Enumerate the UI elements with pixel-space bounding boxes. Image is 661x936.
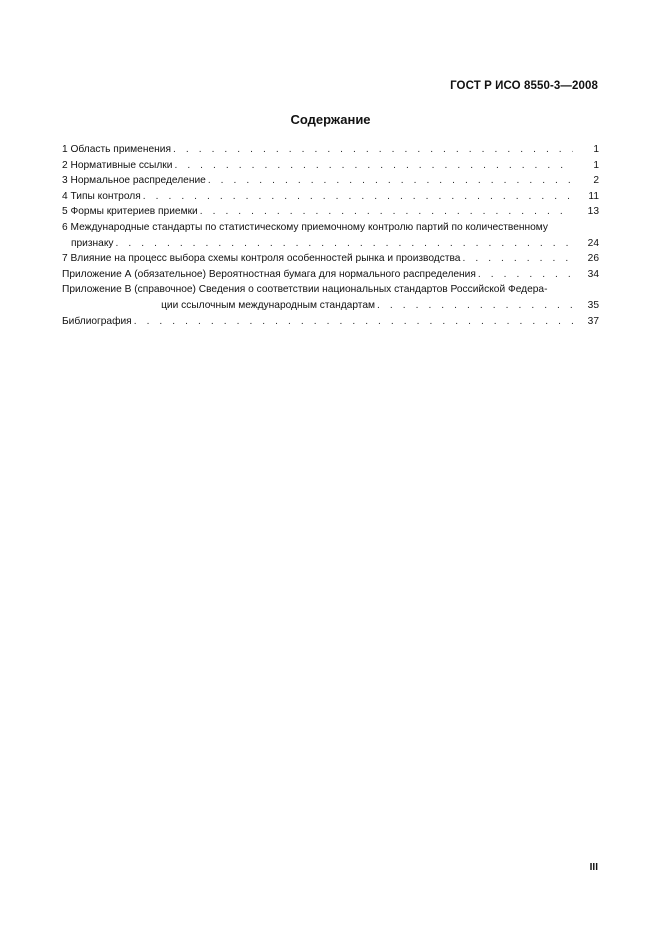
toc-entry-appendix-a[interactable] <box>62 267 599 283</box>
toc-entry-page: 24 <box>587 237 599 249</box>
toc-entry-text: 5 Формы критериев приемки <box>62 206 198 218</box>
toc-entry-page: 35 <box>587 299 599 311</box>
dot-leader <box>478 267 573 283</box>
toc-entry-appendix-b[interactable] <box>62 282 599 313</box>
toc-entry-page: 37 <box>587 315 599 327</box>
toc-entry-page: 13 <box>587 206 599 218</box>
toc-title: Содержание <box>290 112 371 127</box>
toc-entry-page: 1 <box>593 159 599 171</box>
toc-entry-text: 1 Область применения <box>62 144 171 155</box>
toc-entry-5[interactable] <box>62 204 599 220</box>
toc-entry-page: 26 <box>587 253 599 265</box>
toc-entry-page: 2 <box>593 175 599 187</box>
dot-leader <box>200 204 573 220</box>
dot-leader <box>208 173 573 189</box>
dot-leader <box>173 142 573 158</box>
dot-leader <box>116 236 573 252</box>
toc-entry-2[interactable] <box>62 158 599 174</box>
toc-entry-1[interactable] <box>62 142 599 158</box>
toc-entry-text-continued: признаку <box>71 237 114 249</box>
toc-entry-3[interactable] <box>62 173 599 189</box>
dot-leader <box>462 251 573 267</box>
toc-entry-text: Приложение А (обязательное) Вероятностная бумага для нормального распределения <box>62 268 476 280</box>
toc-entry-text: 7 Влияние на процесс выбора схемы контроля особенностей рынка и производства <box>62 253 461 265</box>
toc-entry-text: 2 Нормативные ссылки <box>62 159 173 171</box>
dot-leader <box>174 158 573 174</box>
toc-entry-4[interactable] <box>62 189 599 205</box>
toc-entry-text: Библиография <box>62 315 132 327</box>
toc-entry-page: 11 <box>588 190 599 202</box>
document-code: ГОСТ Р ИСО 8550-3—2008 <box>450 80 598 92</box>
toc-entry-text: Приложение В (справочное) Сведения о соответствии национальных стандартов Российской Федера- <box>62 284 548 296</box>
dot-leader <box>143 189 573 205</box>
toc-entry-page: 1 <box>593 144 599 155</box>
toc-entry-text: 3 Нормальное распределение <box>62 175 206 187</box>
toc-entry-text-continued: ции ссылочным международным стандартам <box>161 299 375 311</box>
toc-entry-text: 4 Типы контроля <box>62 190 141 202</box>
dot-leader <box>377 298 573 314</box>
toc-entry-bibliography[interactable] <box>62 314 599 330</box>
toc-entry-6[interactable] <box>62 220 599 251</box>
table-of-contents <box>62 142 599 329</box>
dot-leader <box>134 314 573 330</box>
toc-entry-7[interactable] <box>62 251 599 267</box>
page-number: III <box>589 862 598 873</box>
toc-entry-text: 6 Международные стандарты по статистическому приемочному контролю партий по количественному <box>62 221 549 233</box>
toc-entry-page: 34 <box>587 268 599 280</box>
